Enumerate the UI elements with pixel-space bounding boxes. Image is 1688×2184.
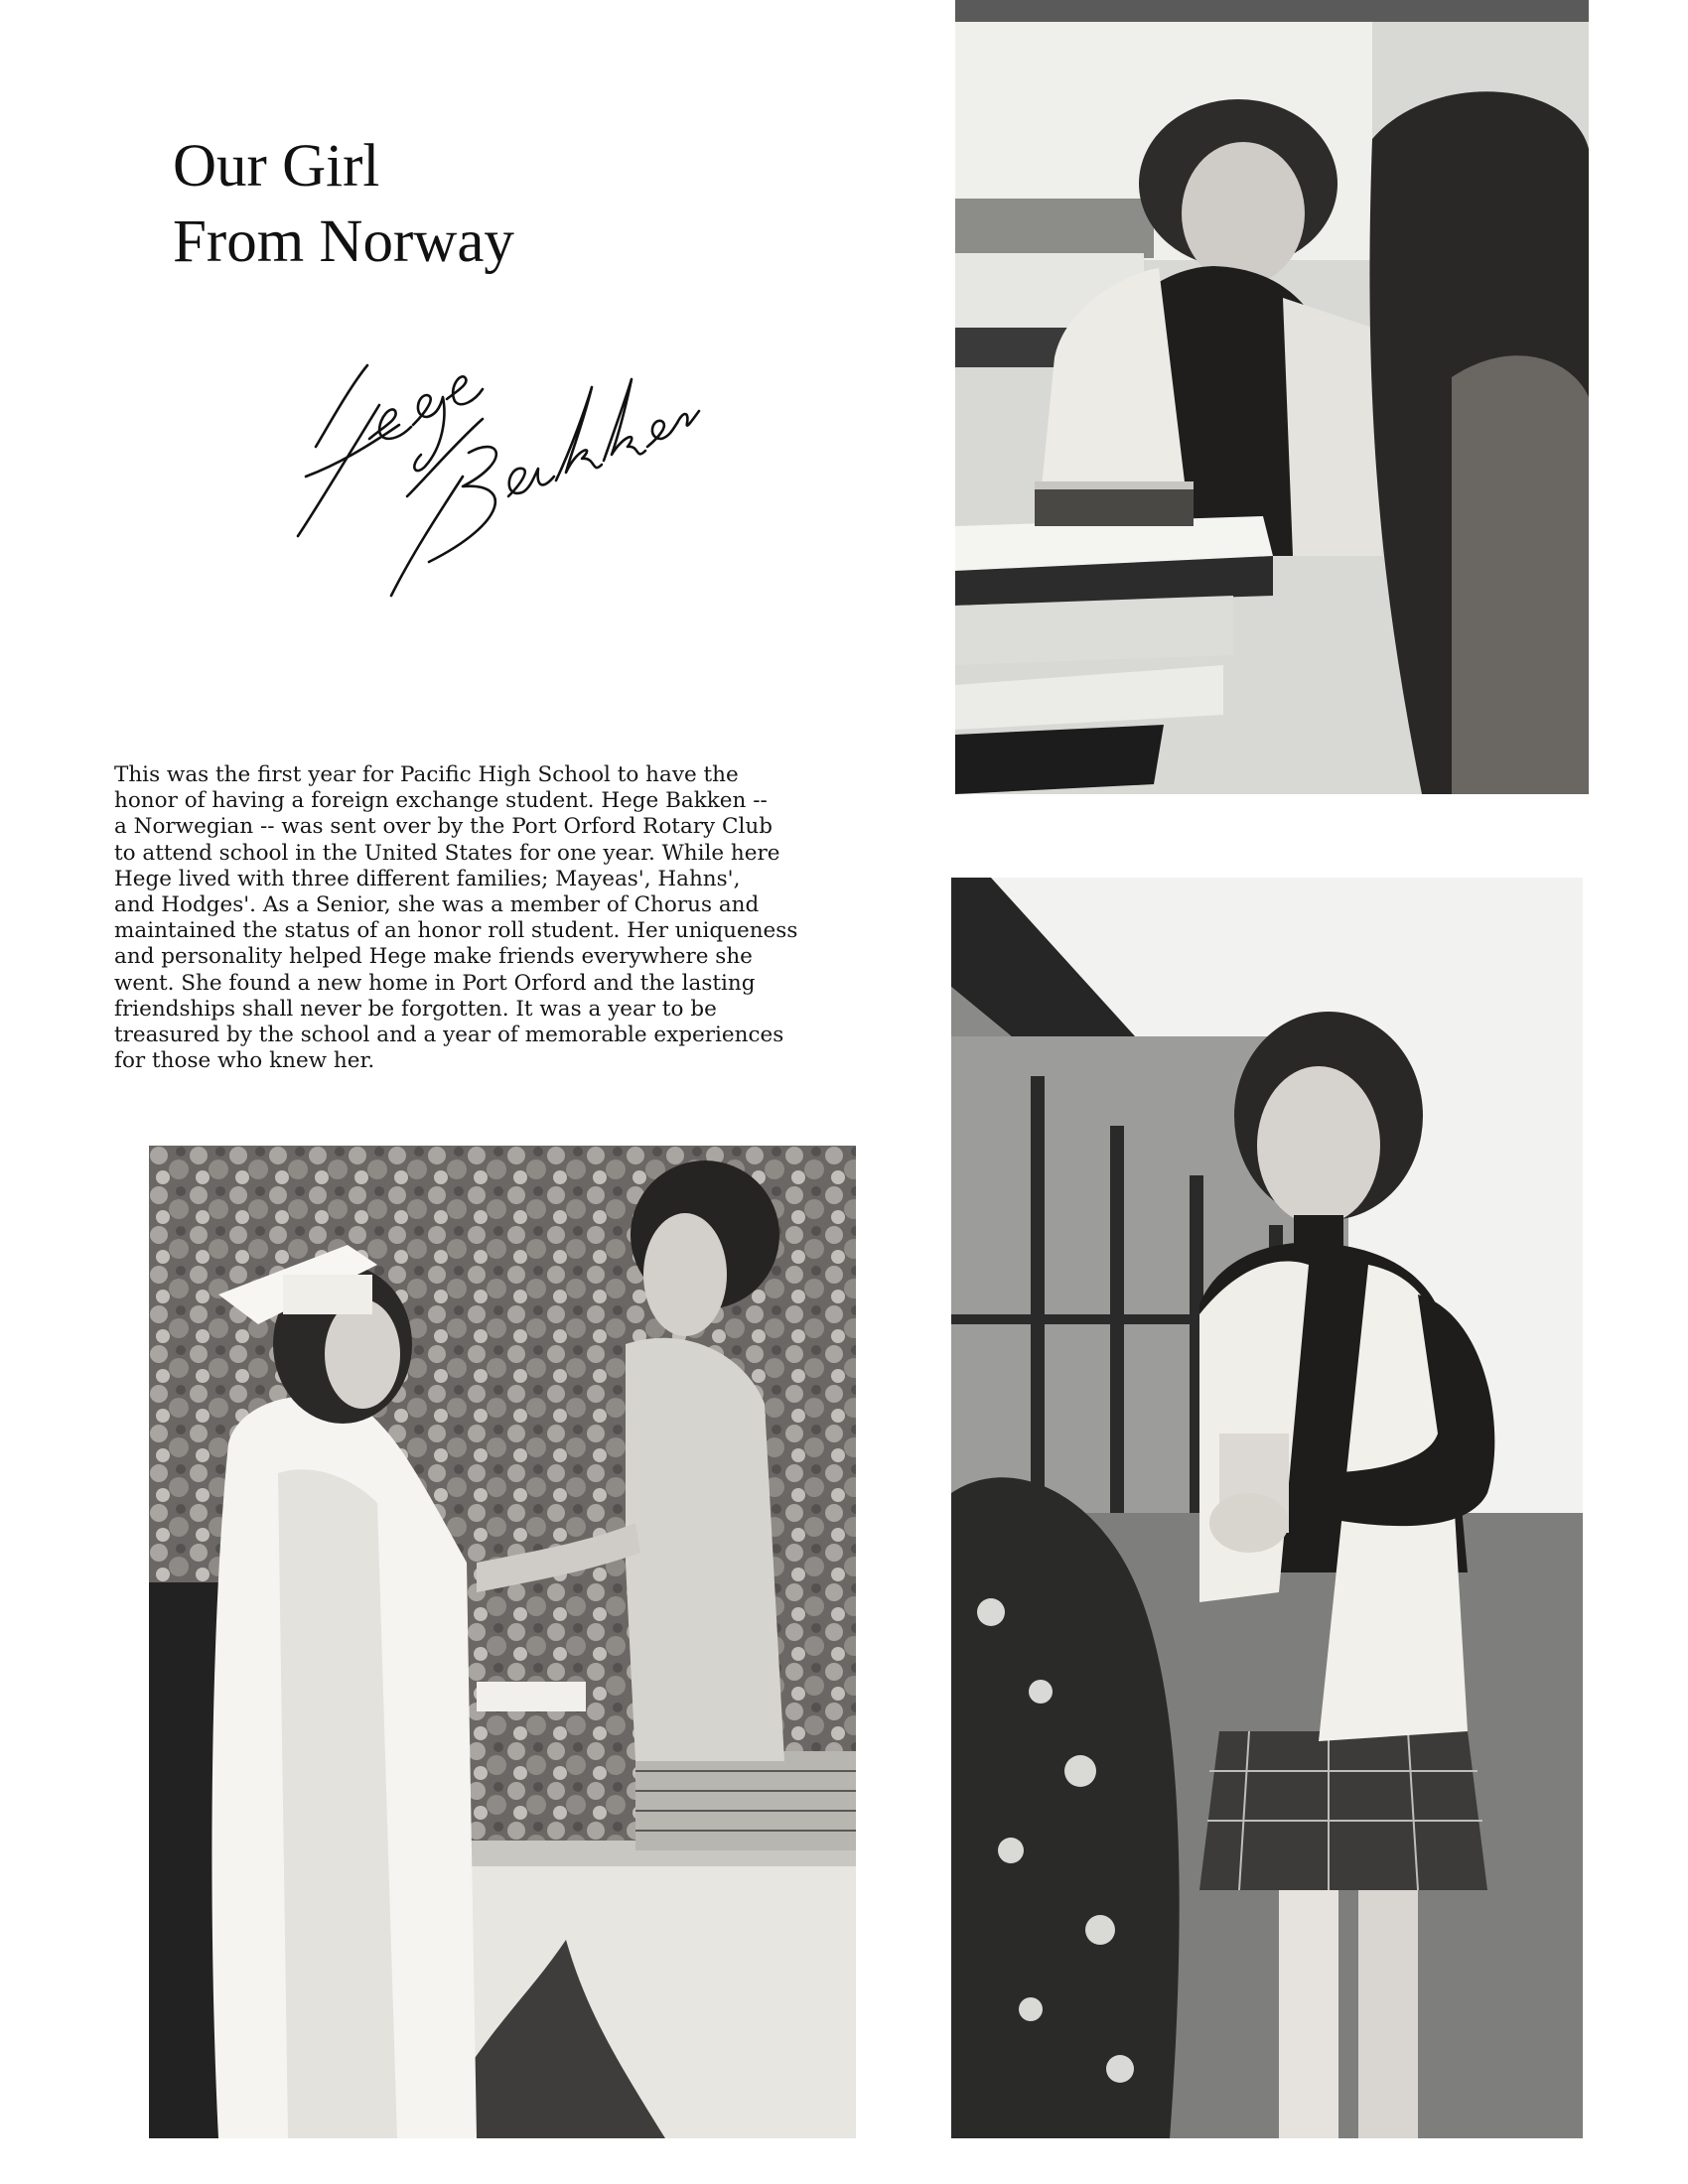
title-line-2: From Norway bbox=[173, 208, 514, 275]
body-line: to attend school in the United States for one year. While here bbox=[114, 840, 780, 866]
article-paragraph bbox=[114, 762, 869, 1074]
girl-outside-school-photo bbox=[951, 878, 1583, 2138]
handwritten-signature bbox=[288, 328, 705, 615]
graduation-diploma-photo bbox=[149, 1146, 856, 2138]
body-line: treasured by the school and a year of memorable experiences bbox=[114, 1023, 784, 1048]
body-line: friendships shall never be forgotten. It was a year to be bbox=[114, 996, 717, 1022]
title-line-1: Our Girl bbox=[173, 133, 380, 200]
page-title bbox=[173, 129, 689, 280]
body-line: went. She found a new home in Port Orford and the lasting bbox=[114, 970, 756, 996]
body-line: This was the first year for Pacific High School to have the bbox=[114, 762, 739, 787]
body-line: and Hodges'. As a Senior, she was a member of Chorus and bbox=[114, 892, 760, 918]
girl-at-desk-photo bbox=[955, 0, 1589, 794]
body-line: honor of having a foreign exchange student. Hege Bakken -- bbox=[114, 788, 768, 814]
body-line: a Norwegian -- was sent over by the Port Orford Rotary Club bbox=[114, 814, 773, 840]
body-line: maintained the status of an honor roll student. Her uniqueness bbox=[114, 918, 798, 944]
body-line: Hege lived with three different families; Mayeas', Hahns', bbox=[114, 866, 741, 891]
body-line: and personality helped Hege make friends everywhere she bbox=[114, 944, 753, 970]
body-line: for those who knew her. bbox=[114, 1048, 375, 1074]
